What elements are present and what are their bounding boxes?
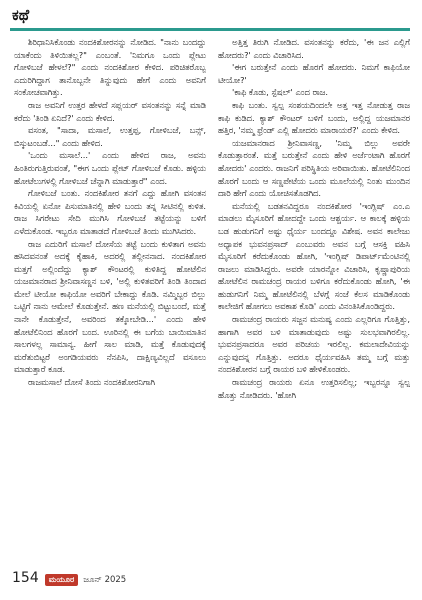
- paragraph: ಗೋಳಿಬಜೆ ಬಂತು. ನಂದಕಿಶೋರ ತನಗೆ ಎದ್ದು ಹೋಗಿ ವಸಂತನ ಕಿವಿಯಲ್ಲಿ ಏನೋ ಪಿಸುಮಾತಿನಲ್ಲಿ ಹೇಳಿ ಬಂದು ತನ್ನ ಸೀಟಿನಲ್ಲಿ ಕುಳಿತ. ರಾಜ ಸಿಗರೇಟು ಸೇದಿ ಮುಗಿಸಿ ಗೋಳಿಬಜೆ ತಟ್ಟೆಯನ್ನು ಬಳಿಗೆ ಎಳೆದುಕೊಂಡ. ಇಬ್ಬರೂ ಮಾತಾಡದೆ ಗೋಳಿಬಜೆ ತಿಂದು ಮುಗಿಸಿದರು.: [14, 188, 206, 236]
- header-rule: [10, 28, 410, 31]
- issue-date: ಜೂನ್ 2025: [83, 575, 127, 585]
- paragraph: 'ಈಗ ಬರುತ್ತೇನೆ ಎಂದು ಹೊರಗೆ ಹೋದರು. ನಿಮಗೆ ಕಾಫಿಯೋ ಟೀಯೋ?': [218, 62, 410, 85]
- paragraph: ಕಾಫಿ ಬಂತು. ಸ್ವಲ್ಪ ಸಂಶಯದಿಂದಲೇ ಅತ್ತ ಇತ್ತ ನೋಡುತ್ತ ರಾಜ ಕಾಫಿ ಕುಡಿದ. ಕ್ಯಾಶ್ ಕೌಂಟರ್ ಬಳಿಗೆ ಬಂದು, ಅಲ್ಲಿದ್ದ ಯಜಮಾನರ ಹತ್ತಿರ, 'ನಮ್ಮ ಫ್ರೆಂಡ್ ಎಲ್ಲಿ ಹೋದರು ಮಾರಾಯರೆ?' ಎಂದು ಕೇಳಿದ.: [218, 99, 410, 136]
- paragraph: ಶಿರಿಧಾನಿಸಿಕೊಂಡು ನಂದಕಿಶೋರನನ್ನು ನೋಡಿದ. "ನಾನು ಬಂದದ್ದು ಯಾಕೆಂದು ತಿಳಿಯಿತಲ್ಲ?" ಎಂಬಂತೆ. 'ನಿಮಗೂ ಒಂದು ಪ್ಲೇಟು ಗೋಳಿಬಜೆ ಹೇಳಲೆ?" ಎಂದು ನಂದಕಿಶೋರ ಕೇಳಿದ. ಪರಿಚಿತರೊಬ್ಬ ಎದುರಿಗಿದ್ದಾಗ ತಾನೊಬ್ಬನೇ ತಿನ್ನುವುದು ಹೇಗೆ ಎಂದು ಅವನಿಗೆ ಸಂಕೋಚವಾಗಿತ್ತು.: [14, 37, 206, 98]
- magazine-logo: ಮಯೂರ: [45, 574, 79, 586]
- paragraph: 'ಕಾಫಿ ಕೊಡು, ಸ್ಪೆಷಲ್' ಎಂದ ರಾಜ.: [232, 87, 328, 98]
- paragraph: ರಾಜಮಸಾಲೆ ದೋಸೆ ತಿಂದು ನಂದಕಿಶೋರನಿಗಾಗಿ: [28, 377, 155, 388]
- page-number: 154: [12, 570, 39, 586]
- paragraph: ಮನೆಯಲ್ಲಿ ಬಡತನವಿದ್ದರೂ ನಂದಕಿಶೋರ 'ಇಂಗ್ಲಿಷ್ ಎಂ.ಎ ಮಾಡಲು ಮೈಸೂರಿಗೆ ಹೋದದ್ದೇ ಒಂದು ಆಶ್ಚರ್ಯ. ಆ ಕಾಲಕ್ಕೆ ಹಳ್ಳಿಯ ಬಡ ಹುಡುಗನಿಗೆ ಅಷ್ಟು ಧೈರ್ಯ ಬಂದದ್ದೂ ವಿಶೇಷ. ಅವನ ಕಾಲೇಜು ಅಧ್ಯಾಪಕ ಭುವನಪ್ರಸಾದ್ ಎಂಬುವರು ಅವನ ಬಗ್ಗೆ ಆಸಕ್ತಿ ವಹಿಸಿ ಮೈಸೂರಿಗೆ ಕರೆದುಕೊಂಡು ಹೋಗಿ, 'ಇಂಗ್ಲಿಷ್ ಡಿಪಾರ್ಟ್‌ಮೆಂಟಿನಲ್ಲಿ ರಾಜಲು ಮಾಡಿಸಿದ್ದರು. ಅವರೇ ಯಾರನ್ನೋ ವಿಚಾರಿಸಿ, ಕೃಷ್ಣಾಪುರಿಯ ಹೋಟೆಲಿನ ರಾಮಚಂದ್ರ ರಾಯರ ಬಳಿಗೂ ಕರೆದುಕೊಂಡು ಹೋಗಿ, 'ಈ ಹುಡುಗನಿಗೆ ನಿಮ್ಮ ಹೋಟೆಲಿನಲ್ಲಿ ಬೆಳಗ್ಗೆ ಸಂಜೆ ಕೆಲಸ ಮಾಡಿಕೊಂಡು ಕಾಲೇಜಿಗೆ ಹೋಗಲು ಅವಕಾಶ ಕೊಡಿ' ಎಂದು ವಿನಂತಿಸಿಕೊಂಡಿದ್ದರು.: [218, 200, 410, 312]
- paragraph: ಅತ್ತಿತ್ತ ತಿರುಗಿ ನೋಡಿದ. ವಸಂತನನ್ನು ಕರೆದು, 'ಈ ಜನ ಎಲ್ಲಿಗೆ ಹೋದರು?' ಎಂದು ವಿಚಾರಿಸಿದ.: [218, 37, 410, 60]
- right-column: [218, 36, 410, 566]
- paragraph: 'ಒಂದು ಮಸಾಲೆ...' ಎಂದು ಹೇಳಿದ ರಾಜ, ಅವನು ಹಿಂತಿರುಗುತ್ತಿರುವಂತೆ, "ಈಗ ಒಂದು ಪ್ಲೇಟ್ ಗೋಳಿಬಜೆ ಕೊಡು. ಹಳ್ಳಿಯ ಹೋಟೆಲುಗಳಲ್ಲಿ ಗೋಳಿಬಜೆ ಚೆನ್ನಾಗಿ ಮಾಡುತ್ತಾರೆ" ಎಂದ.: [14, 150, 206, 186]
- story-columns: [14, 36, 410, 566]
- paragraph: ರಾಮಚಂದ್ರ ರಾಯರು ಸಜ್ಜನ ಮನುಷ್ಯ ಎಂದು ಎಲ್ಲರಿಗೂ ಗೊತ್ತಿತ್ತು, ಹಾಗಾಗಿ ಅವರ ಬಳಿ ಮಾತಾಡುವುದು ಅಷ್ಟು ಸುಲಭವಾಗಿರಲಿಲ್ಲ. ಭುವನಪ್ರಸಾದರೂ ಅವರ ಪರಿಚಯ ಇರಲಿಲ್ಲ. ಕಮಲಾದೇವಿಯನ್ನು ಎನ್ನುವುದನ್ನ ಗೊತ್ತಿತ್ತು. ಅದರೂ ಧೈರ್ಯವಹಿಸಿ ತಮ್ಮ ಬಗ್ಗೆ ಮತ್ತು ನಂದಕಿಶೋರನ ಬಗ್ಗೆ ರಾಯರ ಬಳಿ ಹೇಳಿಕೊಂಡರು.: [218, 314, 410, 375]
- paragraph: ರಾಜ ಎದುರಿಗೆ ಮಸಾಲೆ ದೋಸೆಯ ತಟ್ಟೆ ಬಂದು ಕುಳಿತಾಗ ಅವನು ಹಸಿದವನಂತೆ ಅದಕ್ಕೆ ಕೈಹಾಕಿ, ಅದರಲ್ಲಿ ತಲ್ಲೀನನಾದ. ನಂದಕಿಶೋರ ಮತ್ತಗೆ ಅಲ್ಲಿಂದೆದ್ದು ಕ್ಯಾಶ್ ಕೌಂಟರಲ್ಲಿ ಕುಳಿತಿದ್ದ ಹೋಟೆಲಿನ ಯಜಮಾನರಾದ ಶ್ರೀನಿವಾಸಣ್ಣನ ಬಳಿ, 'ಅಲ್ಲಿ ಕುಳಿತವರಿಗೆ ತಿಂಡಿ ತಿಂದಾದ ಮೇಲೆ ಟೀಯೋ ಕಾಫಿಯೋ ಅವರಿಗೆ ಬೇಕಾದ್ದು ಕೊಡಿ. ನಮ್ಮಿಬ್ಬರ ಬಿಲ್ಲು ಒಟ್ಟಿಗೆ ನಾನು ಆಮೇಲೆ ಕೊಡುತ್ತೇನೆ. ಹಣ ಮನೆಯಲ್ಲಿ ಬಿಟ್ಟುಬಂದೆ, ಮತ್ತೆ ನಾನೇ ಕೊಡುತ್ತೇನೆ, ಅವರಿಂದ ತಕ್ಕೋಬೇಡಿ...' ಎಂದು ಹೇಳಿ ಹೋಟೆಲಿನಿಂದ ಹೊರಗೆ ಬಂದ. ಊರಿನಲ್ಲಿ ಈ ಬಗೆಯ ಬಾಯಿಮಾತಿನ ಸಾಲಗಳಲ್ಲ ಸಾಮಾನ್ಯ. ಹೀಗೆ ಸಾಲ ಮಾಡಿ, ಮತ್ತೆ ಕೊಡುವುದಕ್ಕೆ ಮರೆತುಬಿಟ್ಟರೆ ಅಂಗಡಿಯವರು ನೆನಪಿಸಿ, ದಾಕ್ಷಿಣ್ಯವಿಲ್ಲದೆ ವಸೂಲು ಮಾಡುತ್ತಾರೆ ಕೂಡ.: [14, 238, 206, 375]
- paragraph: ಯಜಮಾನರಾದ ಶ್ರೀನಿವಾಸಣ್ಣ, 'ನಿಮ್ಮ ಬಿಲ್ಲು ಅವರೇ ಕೊಡುತ್ತಾರಂತೆ. ಮತ್ತೆ ಬರುತ್ತೇನೆ ಎಂದು ಹೇಳಿ ಅರ್ಜೆಂಟಾಗಿ ಹೊರಗೆ ಹೋದರು' ಎಂದರು. ರಾಜನಿಗೆ ಪರಿಸ್ಥಿತಿಯ ಅರಿವಾಯಿತು. ಹೋಟೆಲಿನಿಂದ ಹೊರಗೆ ಬಂದು ಆ ಸಣ್ಣಪೇಟೆಯ ಒಂದು ಮೂಲೆಯಲ್ಲಿ ನಿಂತು ಮುಂದಿನ ದಾರಿ ಹೇಗೆ ಎಂದು ಯೋಚಿಸತೊಡಗಿದ.: [218, 137, 410, 199]
- paragraph: ರಾಜ ಅವನಿಗೆ ಉತ್ತರ ಹೇಳದೆ ಸಪ್ಲಯರ್ ವಸಂತನನ್ನು ಸನ್ನೆ ಮಾಡಿ ಕರೆದು 'ತಿಂಡಿ ಏನಿದೆ?' ಎಂದು ಕೇಳಿದ.: [14, 99, 206, 123]
- page-footer: [12, 570, 126, 592]
- paragraph: ರಾಮಚಂದ್ರ ರಾಯರು ಏನೂ ಉತ್ತರಿಸಲಿಲ್ಲ; ಇಬ್ಬರನ್ನೂ ಸ್ವಲ್ಪ ಹೊತ್ತು ನೋಡಿದರು. 'ಹೋಗಿ: [218, 377, 410, 400]
- left-column: [14, 36, 206, 566]
- paragraph: ವಸಂತ, "ಸಾದಾ, ಮಸಾಲೆ, ಉತ್ತಪ್ಪ, ಗೋಳಿಬಜೆ, ಬನ್ಸ್, ಬಿಸ್ಕುಟಂಬಡೆ..." ಎಂದು ಹೇಳಿದ.: [14, 125, 206, 148]
- section-title: ಕಥೆ: [12, 6, 30, 24]
- page-header: [0, 0, 422, 32]
